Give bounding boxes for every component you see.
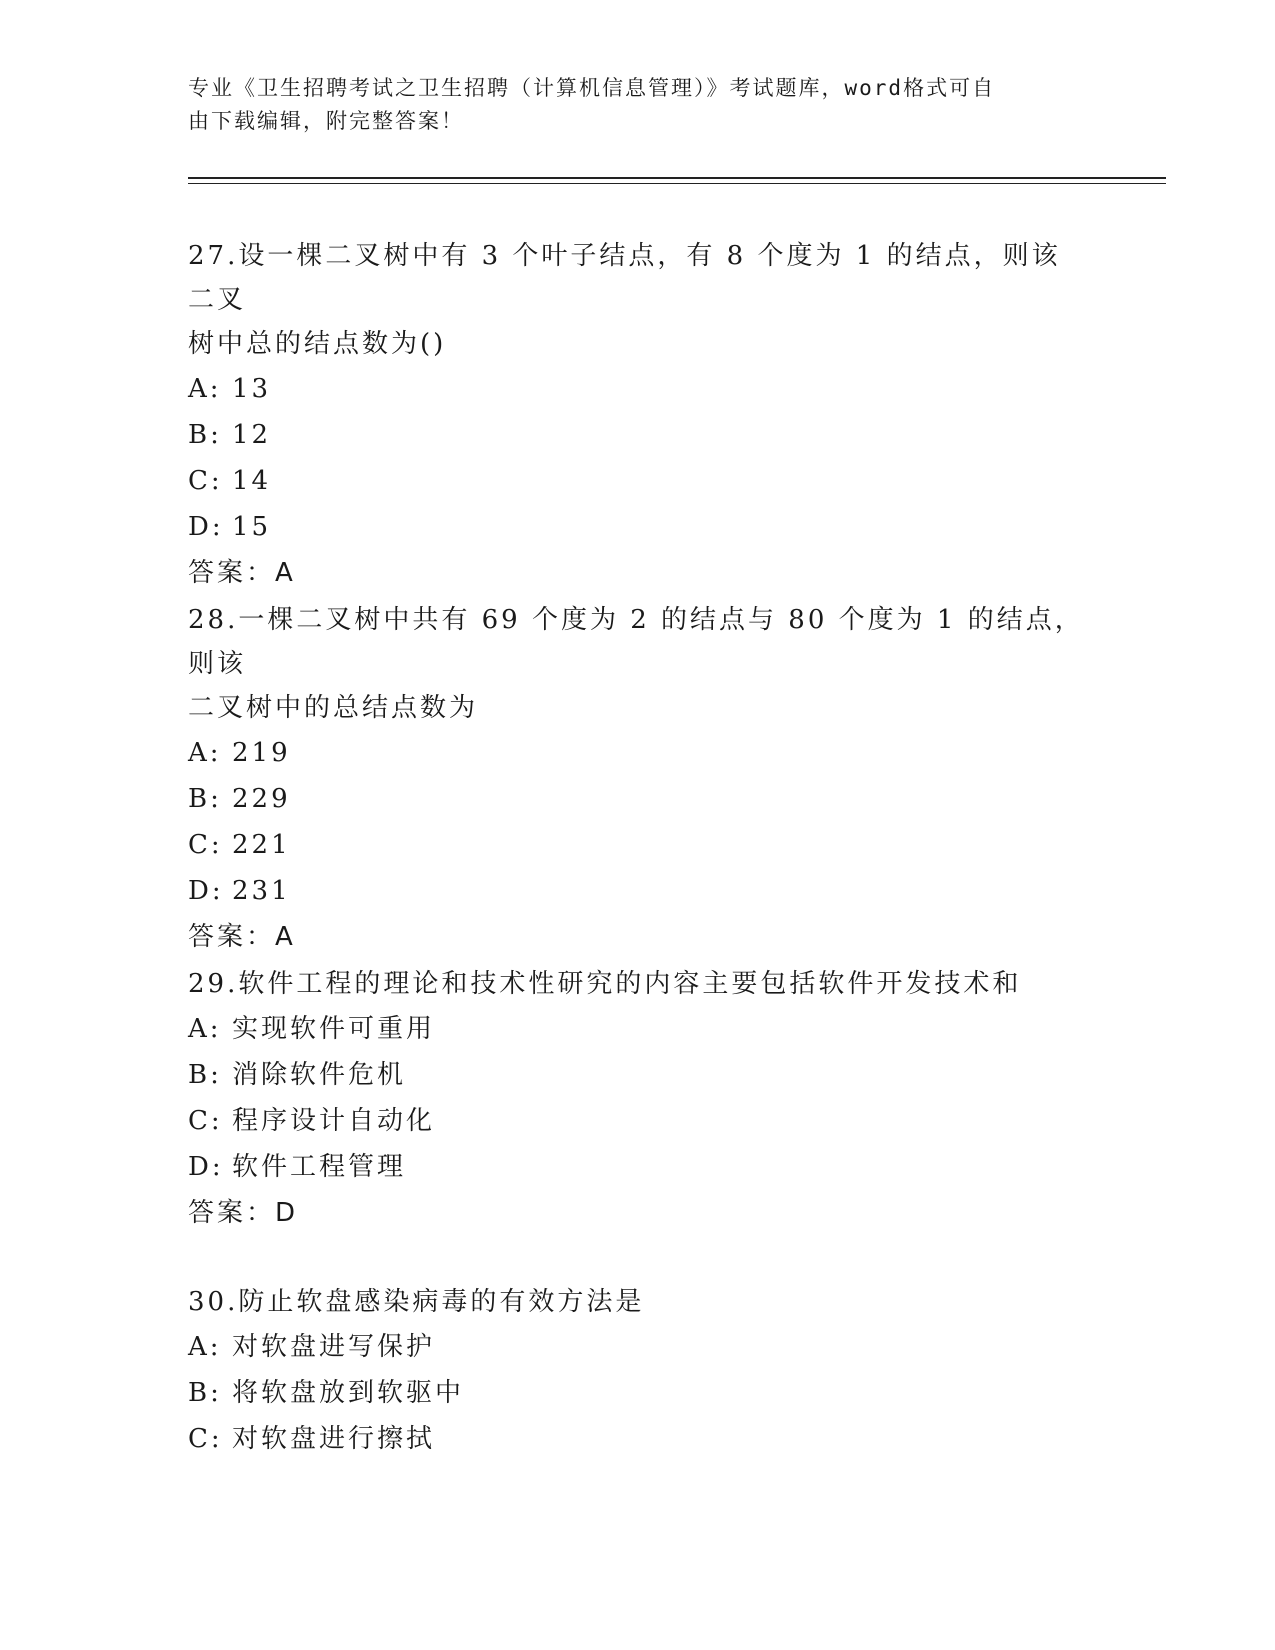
option-label: B: <box>188 1378 222 1408</box>
question-text-line-1: 27.设一棵二叉树中有 3 个叶子结点，有 8 个度为 1 的结点，则该二叉 <box>188 241 1061 315</box>
option-value: 219 <box>232 738 291 768</box>
option-label: B: <box>188 784 222 814</box>
question-27 <box>188 234 1088 596</box>
option-d <box>188 868 1088 914</box>
option-value: 对软盘进写保护 <box>232 1332 436 1362</box>
answer: 答案：D <box>188 1198 299 1228</box>
option-value: 14 <box>232 466 272 496</box>
option-d <box>188 1144 1088 1190</box>
option-label: D: <box>188 876 224 906</box>
option-a <box>188 1006 1088 1052</box>
document-header <box>188 72 1088 138</box>
option-a <box>188 1324 1088 1370</box>
question-text-line-2: 二叉树中的总结点数为 <box>188 693 479 723</box>
option-label: A: <box>188 374 222 404</box>
option-value: 12 <box>232 420 272 450</box>
option-value: 13 <box>232 374 272 404</box>
option-b <box>188 1052 1088 1098</box>
option-value: 231 <box>232 876 291 906</box>
option-label: A: <box>188 1332 222 1362</box>
option-label: A: <box>188 738 222 768</box>
option-value: 程序设计自动化 <box>232 1106 436 1136</box>
option-a <box>188 366 1088 412</box>
question-text-line-1: 29.软件工程的理论和技术性研究的内容主要包括软件开发技术和 <box>188 969 1022 999</box>
header-divider-thin <box>188 183 1166 184</box>
option-c <box>188 458 1088 504</box>
option-label: C: <box>188 1424 223 1454</box>
answer: 答案：A <box>188 558 296 588</box>
question-29 <box>188 962 1088 1236</box>
option-a <box>188 730 1088 776</box>
option-label: D: <box>188 1152 224 1182</box>
header-divider-thick <box>188 177 1166 179</box>
option-label: C: <box>188 466 223 496</box>
option-value: 将软盘放到软驱中 <box>232 1378 465 1408</box>
header-line-2: 由下载编辑，附完整答案！ <box>188 109 464 133</box>
question-text-line-2: 树中总的结点数为() <box>188 329 447 359</box>
option-label: B: <box>188 1060 222 1090</box>
option-b <box>188 412 1088 458</box>
option-b <box>188 776 1088 822</box>
question-30 <box>188 1280 1088 1462</box>
option-label: D: <box>188 512 224 542</box>
option-value: 软件工程管理 <box>232 1152 407 1182</box>
option-value: 对软盘进行擦拭 <box>232 1424 436 1454</box>
option-value: 消除软件危机 <box>232 1060 407 1090</box>
option-c <box>188 822 1088 868</box>
option-value: 实现软件可重用 <box>232 1014 436 1044</box>
header-line-1: 专业《卫生招聘考试之卫生招聘（计算机信息管理）》考试题库，word格式可自 <box>188 76 996 100</box>
option-label: C: <box>188 1106 223 1136</box>
question-text-line-1: 30.防止软盘感染病毒的有效方法是 <box>188 1287 645 1317</box>
option-b <box>188 1370 1088 1416</box>
option-label: C: <box>188 830 223 860</box>
option-value: 229 <box>232 784 291 814</box>
question-text-line-1: 28.一棵二叉树中共有 69 个度为 2 的结点与 80 个度为 1 的结点，则该 <box>188 605 1084 679</box>
option-label: A: <box>188 1014 222 1044</box>
option-d <box>188 504 1088 550</box>
option-value: 221 <box>232 830 291 860</box>
option-c <box>188 1416 1088 1462</box>
option-value: 15 <box>232 512 272 542</box>
option-c <box>188 1098 1088 1144</box>
question-28 <box>188 598 1088 960</box>
option-label: B: <box>188 420 222 450</box>
answer: 答案：A <box>188 922 296 952</box>
